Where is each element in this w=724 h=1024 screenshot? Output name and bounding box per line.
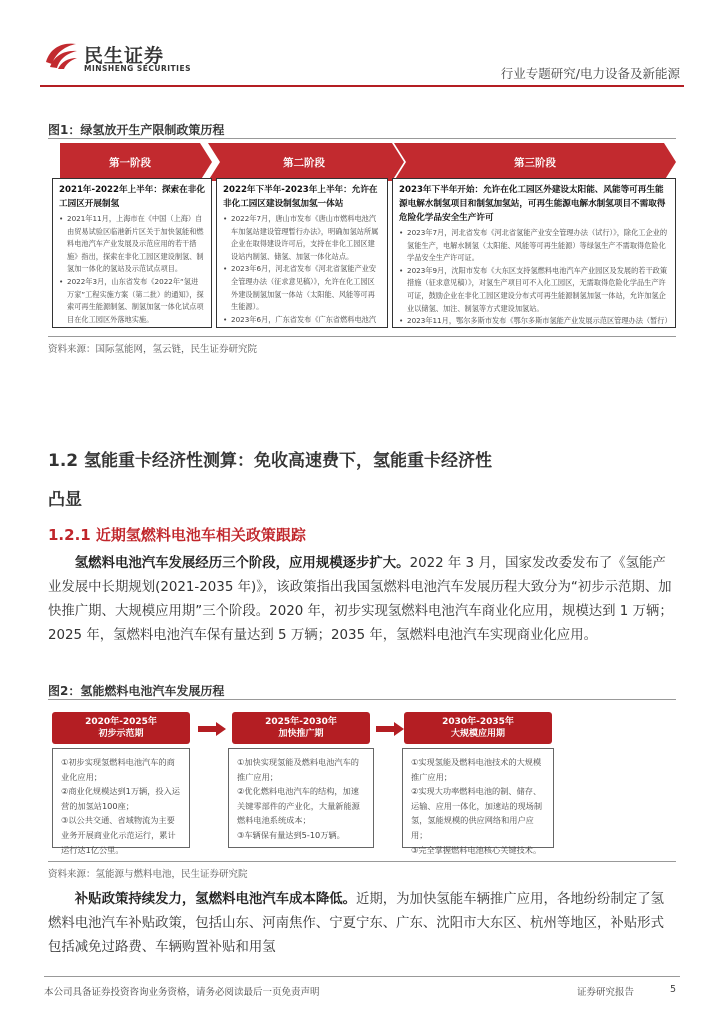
phase1-name: 初步示范期 [98, 729, 144, 739]
phase2-item: ③车辆保有量达到5-10万辆。 [237, 829, 345, 840]
paragraph-2-body: 近期，为加快氢能车辆推广应用，各地纷纷制定了氢燃料电池汽车补贴政策，包括山东、河南焦作、宁夏宁东、广东、沈阳市大东区、杭州等地区，补贴形式包括减免过路费、车辆购置补贴和用氢 [48, 892, 664, 955]
figure2-top-rule [48, 699, 676, 700]
phase1-item: ①初步实现氢燃料电池汽车的商业化应用； [61, 757, 175, 782]
figure1-bottom-rule [48, 336, 676, 337]
stage3-bullet: • 2023年11月，鄂尔多斯市发布《鄂尔多斯市氢能产业发展示范区管理办法（暂行） [399, 315, 669, 328]
report-type: 行业专题研究/电力设备及新能源 [500, 66, 680, 81]
footer-report-label: 证券研究报告 [576, 987, 634, 998]
stage1-bullet [59, 326, 205, 328]
arrow-right-icon [376, 721, 404, 735]
footer-divider [44, 976, 680, 977]
figure2-bottom-rule [48, 861, 676, 862]
phase3-label [404, 716, 552, 740]
stage2-label: 第二阶段 [283, 157, 325, 169]
page-header [0, 0, 724, 90]
phase2-box [228, 748, 374, 848]
phase3-item: ②实现大功率燃料电池的制、储存、运输、应用一体化，加速站的现场制氢，氢能规模的供应网络和用户应用； [411, 786, 543, 840]
stage2-bullet: • 2022年7月，唐山市发布《唐山市燃料电池汽车加氢站建设管理暂行办法》，明确加氢站所属企业在取得建设许可后，支持在非化工园区建设站内制氢、储氢、加氢一体化站点。 [223, 213, 381, 263]
paragraph-2 [48, 888, 676, 960]
phase3-item: ③完全掌握燃料电池核心关键技术。 [411, 844, 542, 855]
minsheng-logo-icon [44, 40, 78, 70]
figure2-source: 资料来源：氢能源与燃料电池，民生证券研究院 [48, 869, 248, 880]
section-heading-line2: 凸显 [48, 490, 82, 510]
stage3-bullet: • 2023年9月，沈阳市发布《大东区支持氢燃料电池汽车产业园区及发展的若干政策措施（征求意见稿）》，对氢生产项目可不入化工园区，无需取得危险化学品生产许可证，鼓励企业在非化工园区建设分布式可再生能源制氢加氢一体站，允许加氢企业以储氢、加注、制氢等方式建设加氢站。 [399, 265, 669, 315]
company-name-en: MINSHENG SECURITIES [84, 64, 191, 73]
stage1-bullet: • 2022年3月，山东省发布《2022年“氢进万家”工程实施方案（第二批）的通知》，探索可再生能源制氢、制氢加氢一体化试点项目在化工园区外落地实施。 [59, 276, 205, 326]
phase2-label [232, 716, 370, 740]
section-heading-line1: 1.2 氢能重卡经济性测算：免收高速费下，氢能重卡经济性 [48, 451, 493, 471]
figure2-title: 图2：氢能燃料电池汽车发展历程 [48, 684, 225, 698]
stage2-box [216, 178, 388, 328]
figure1-source: 资料来源：国际氢能网，氢云链，民生证券研究院 [48, 344, 258, 355]
arrow-right-icon [198, 721, 226, 735]
phase1-period: 2020年-2025年 [85, 717, 157, 727]
stage3-heading: 2023年下半年开始：允许在化工园区外建设太阳能、风能等可再生能源电解水制氢项目和制氢加氢站，可再生能源电解水制氢项目不需取得危险化学品安全生产许可 [399, 185, 666, 223]
stage2-bullet: • 2023年6月，广东省发布《广东省燃料电池汽 [223, 314, 381, 328]
phase2-name: 加快推广期 [278, 729, 324, 739]
phase3-box [402, 748, 554, 855]
stage3-bullet: • 2023年7月，河北省发布《河北省氢能产业安全管理办法（试行）》，除化工企业的氢能生产，电解水制氢（太阳能、风能等可再生能源）等绿氢生产不需取得危险化学品安全生产许可证。 [399, 227, 669, 265]
figure1-top-rule [48, 138, 676, 139]
paragraph-1-body: 2022 年 3 月，国家发改委发布了《氢能产业发展中长期规划(2021-2035 年)》，该政策指出我国氢燃料电池汽车发展历程大致分为“初步示范期、加快推广期、大规模应用期”三个阶段。2020 年，初步实现氢燃料电池汽车商业化应用，规模达到 1 万辆；2025 年，氢燃料电池汽车保有量达到 5 万辆；2035 年，氢燃料电池汽车实现商业化应用。 [48, 556, 673, 643]
stage2-heading: 2022年下半年-2023年上半年：允许在非化工园区建设制氢加氢一体站 [223, 185, 378, 209]
phase2-period: 2025年-2030年 [265, 717, 337, 727]
footer-disclaimer: 本公司具备证券投资咨询业务资格，请务必阅读最后一页免责声明 [44, 987, 320, 998]
paragraph-2-lead: 补贴政策持续发力，氢燃料电池汽车成本降低。 [74, 892, 356, 907]
stage1-heading: 2021年-2022年上半年：探索在非化工园区开展制氢 [59, 185, 205, 209]
stage1-box [52, 178, 212, 328]
phase1-item: ③以公共交通、省域物流为主要业务开展商业化示范运行，累计运行达1亿公里。 [61, 815, 176, 855]
phase1-label [52, 716, 190, 740]
subsection-heading: 1.2.1 近期氢燃料电池车相关政策跟踪 [48, 526, 306, 544]
phase3-name: 大规模应用期 [450, 729, 505, 739]
paragraph-1 [48, 552, 676, 648]
phase1-item: ②商业化规模达到1万辆，投入运营的加氢站100座； [61, 786, 180, 811]
header-divider [40, 85, 684, 87]
stage1-bullet: • 2021年11月，上海市在《中国（上海）自由贸易试验区临港新片区关于加快氢能和燃料电池汽车产业发展及示范应用的若干措施》指出，探索在非化工园区建设制氢、制氢加一体化的氢站及示范试点项目。 [59, 213, 205, 276]
stage3-label: 第三阶段 [514, 157, 556, 169]
paragraph-1-lead: 氢燃料电池汽车发展经历三个阶段，应用规模逐步扩大。 [74, 556, 410, 571]
phase1-box [52, 748, 190, 855]
stage1-label: 第一阶段 [109, 157, 151, 169]
phase3-item: ①实现氢能及燃料电池技术的大规模推广应用； [411, 757, 542, 782]
stage2-bullet: • 2023年6月，河北省发布《河北省氢能产业安全管理办法（征求意见稿）》，允许在化工园区外建设制氢加氢一体站（太阳能、风能等可再生能源）。 [223, 263, 381, 313]
phase3-period: 2030年-2035年 [442, 717, 514, 727]
stage3-box [392, 178, 676, 328]
page-number: 5 [669, 984, 676, 995]
figure1-title: 图1：绿氢放开生产限制政策历程 [48, 123, 225, 137]
phase2-item: ①加快实现氢能及燃料电池汽车的推广应用； [237, 757, 359, 782]
phase2-item: ②优化燃料电池汽车的结构，加速关键零部件的产业化，大量新能源燃料电池系统成本； [237, 786, 360, 826]
company-name-cn: 民生证券 [84, 45, 165, 67]
